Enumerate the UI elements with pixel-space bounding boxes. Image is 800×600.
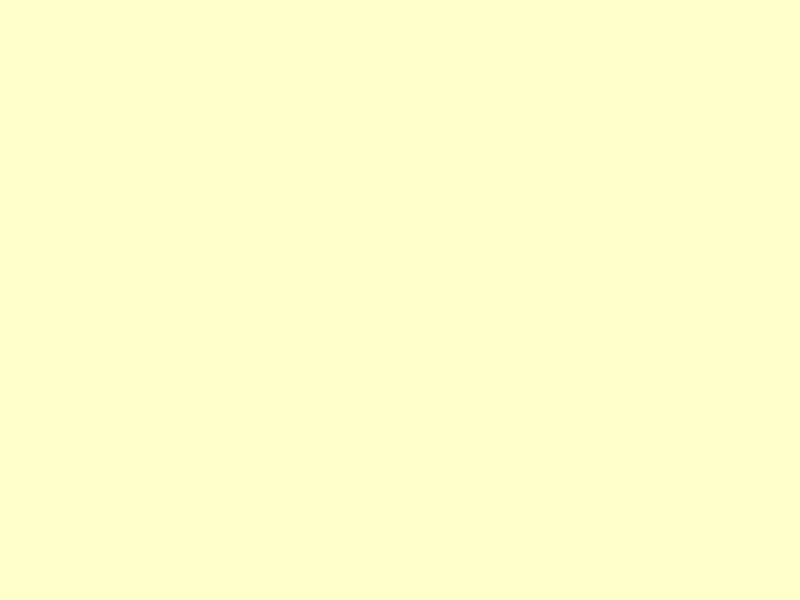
bottom-decorative-band — [0, 592, 800, 600]
slide-text — [61, 92, 771, 135]
top-decorative-band — [0, 0, 800, 40]
